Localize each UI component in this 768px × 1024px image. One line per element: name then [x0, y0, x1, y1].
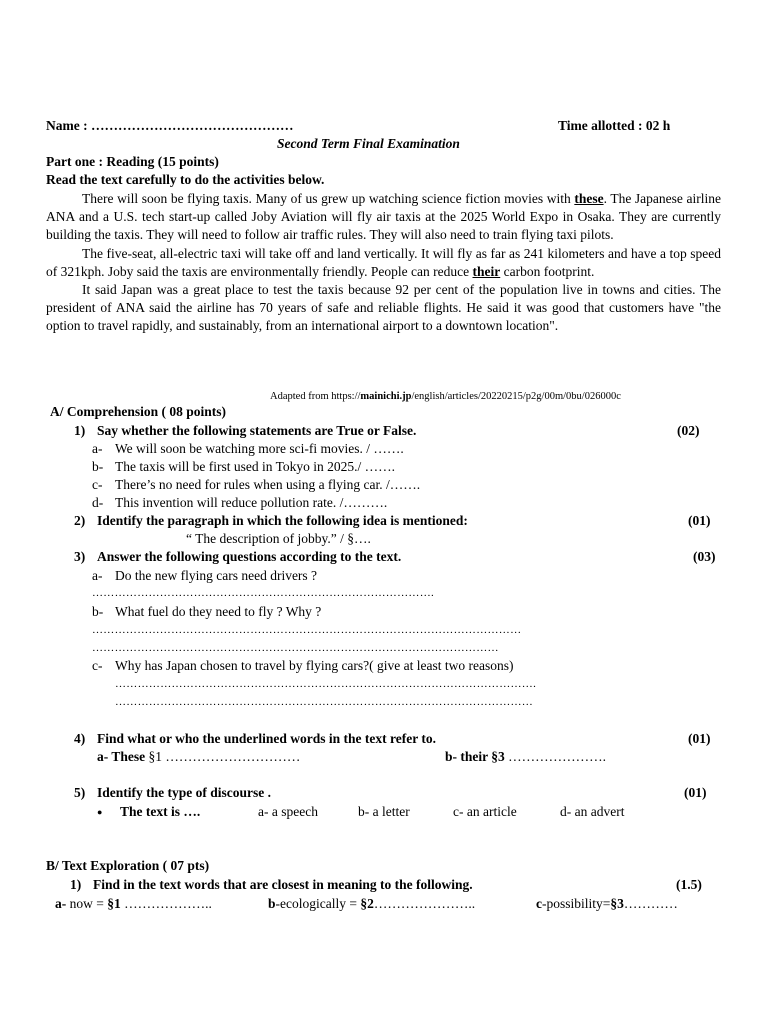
exploration-q1-points: (1.5)	[676, 877, 702, 892]
part-one-heading: Part one : Reading (15 points)	[46, 154, 219, 169]
underlined-their: their	[472, 263, 501, 279]
comprehension-heading: A/ Comprehension ( 08 points)	[50, 404, 227, 419]
q3-item-letter: b-	[92, 604, 104, 619]
exploration-heading: B/ Text Exploration ( 07 pts)	[46, 858, 210, 873]
paragraph-1: There will soon be flying taxis. Many of us grew up watching science fiction movies with these. The Japanese airline ANA and a U.S. tech start-up called Joby Aviation will fly air taxis at the 2025 World Expo in Osaka. They are currently building the taxis. They will need to follow air traffic rules. They will also need to train flying taxi pilots.	[46, 191, 721, 243]
q4-answer-b[interactable]: b- their §3 ………………….	[445, 749, 606, 764]
reading-passage	[46, 190, 721, 336]
paragraph-3: It said Japan was a great place to test the taxis because 92 per cent of the population live in towns and cities. The president of ANA said the airline has 70 years of safe and reliable flights. He said it was good that customers have "the option to travel rapidly, and sustainably, from an international airport to a downtown location".	[46, 282, 721, 334]
question-2-text: Identify the paragraph in which the following idea is mentioned:	[97, 513, 468, 528]
paragraph-2: The five-seat, all-electric taxi will take off and land vertically. It will fly as far as 241 kilometers and have a top speed of 321kph. Joby said the taxis are environmentally friendly. People can reduce their carbon footprint.	[46, 245, 721, 279]
q3-question-b: What fuel do they need to fly ? Why ?	[115, 604, 322, 619]
underlined-these: these	[574, 191, 604, 206]
name-blank[interactable]: ………………………………………	[90, 118, 294, 133]
answer-line-c2[interactable]: …………………………………………………………………………………………………	[115, 696, 534, 708]
question-5-text: Identify the type of discourse .	[97, 785, 271, 800]
answer-line-c1[interactable]: ………………………………………………………………………………………………….	[115, 678, 537, 690]
time-allotted: Time allotted : 02 h	[558, 118, 671, 133]
reading-instruction: Read the text carefully to do the activities below.	[46, 172, 325, 187]
q1-item-letter: a-	[92, 441, 103, 456]
q1-item-letter: c-	[92, 477, 103, 492]
question-2-points: (01)	[688, 513, 711, 528]
q5-option-b[interactable]: b- a letter	[358, 804, 410, 819]
synonym-item-now[interactable]: a- now = §1 ………………..	[55, 896, 212, 911]
q1-item-d[interactable]: This invention will reduce pollution rate. /……….	[115, 495, 388, 510]
bullet-icon: ●	[97, 807, 103, 817]
question-3-number: 3)	[74, 549, 86, 564]
question-2-quote[interactable]: “ The description of jobby.” / §….	[186, 531, 371, 546]
question-2-number: 2)	[74, 513, 86, 528]
q1-item-c[interactable]: There’s no need for rules when using a flying car. /…….	[115, 477, 421, 492]
q1-item-b[interactable]: The taxis will be first used in Tokyo in 2025./ …….	[115, 459, 396, 474]
exploration-q1-number: 1)	[70, 877, 82, 892]
answer-line-b2[interactable]: ………………………………………………………………………………………………	[92, 642, 499, 654]
q3-item-letter: a-	[92, 568, 103, 583]
question-1-text: Say whether the following statements are True or False.	[97, 423, 417, 438]
q5-option-c[interactable]: c- an article	[453, 804, 517, 819]
exam-title: Second Term Final Examination	[277, 136, 460, 151]
name-label: Name : ………………………………………	[46, 118, 294, 133]
answer-line-a[interactable]: ……………………………………………………………………………….	[92, 587, 435, 599]
question-4-points: (01)	[688, 731, 711, 746]
question-5-points: (01)	[684, 785, 707, 800]
q3-item-letter: c-	[92, 658, 103, 673]
synonym-item-possibility[interactable]: c-possibility=§3…………	[536, 896, 678, 911]
question-4-number: 4)	[74, 731, 86, 746]
q1-item-letter: b-	[92, 459, 104, 474]
q1-item-letter: d-	[92, 495, 104, 510]
q5-lead: The text is ….	[120, 804, 201, 819]
q4-answer-a[interactable]: a- These §1 …………………………	[97, 749, 301, 764]
question-1-points: (02)	[677, 423, 700, 438]
question-4-text: Find what or who the underlined words in the text refer to.	[97, 731, 436, 746]
question-5-number: 5)	[74, 785, 86, 800]
source-citation: Adapted from https://mainichi.jp/english/articles/20220215/p2g/00m/0bu/026000c	[270, 391, 621, 402]
q1-item-a[interactable]: We will soon be watching more sci-fi movies. / …….	[115, 441, 404, 456]
question-3-points: (03)	[693, 549, 716, 564]
q5-option-d[interactable]: d- an advert	[560, 804, 625, 819]
question-1-number: 1)	[74, 423, 86, 438]
q3-question-c: Why has Japan chosen to travel by flying cars?( give at least two reasons)	[115, 658, 514, 673]
q3-question-a: Do the new flying cars need drivers ?	[115, 568, 318, 583]
answer-line-b1[interactable]: ……………………………………………………………………………………………………	[92, 624, 522, 636]
q5-option-a[interactable]: a- a speech	[258, 804, 318, 819]
question-3-text: Answer the following questions according to the text.	[97, 549, 402, 564]
exploration-q1-text: Find in the text words that are closest in meaning to the following.	[93, 877, 473, 892]
synonym-item-ecologically[interactable]: b-ecologically = §2…………………..	[268, 896, 476, 911]
